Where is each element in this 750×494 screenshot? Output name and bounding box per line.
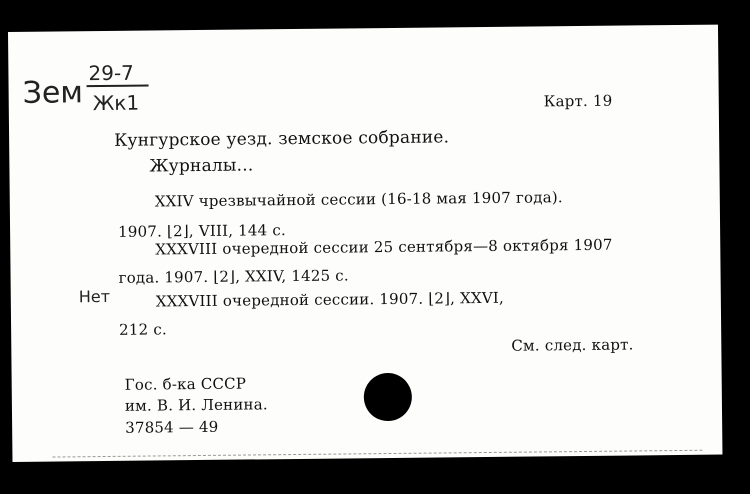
card-subheading: Журналы... (149, 155, 254, 177)
see-next-card: См. след. карт. (511, 335, 634, 355)
entry-line-4: года. 1907. ⌊2⌋, XXIV, 1425 с. (118, 266, 349, 287)
entry-line-5: XXXVIII очередной сессии. 1907. ⌊2⌋, XXVI, (155, 288, 505, 311)
handwritten-fraction-line (87, 85, 149, 88)
catalog-code: 37854 — 49 (125, 417, 219, 437)
entry-line-3: XXXVIII очередной сессии 25 сентября—8 октября 1907 (155, 235, 613, 259)
handwritten-bottom: Жк1 (92, 90, 140, 116)
card-heading: Кунгурское уезд. земское собрание. (114, 127, 450, 151)
handwritten-side-note: Нет (78, 286, 111, 307)
catalog-card (8, 25, 722, 462)
entry-line-6: 212 с. (119, 320, 167, 339)
handwritten-prefix: Зем (22, 75, 84, 111)
library-name-2: им. В. И. Ленина. (124, 395, 268, 415)
entry-line-1: XXIV чрезвычайной сессии (16-18 мая 1907 года). (154, 188, 563, 211)
punch-hole (364, 373, 413, 422)
handwritten-top: 29-7 (88, 60, 134, 86)
bottom-dashed-line (52, 450, 702, 458)
library-name-1: Гос. б-ка СССР (124, 374, 247, 394)
card-number: Карт. 19 (543, 91, 613, 111)
entry-line-2: 1907. ⌊2⌋, VIII, 144 с. (118, 221, 286, 241)
